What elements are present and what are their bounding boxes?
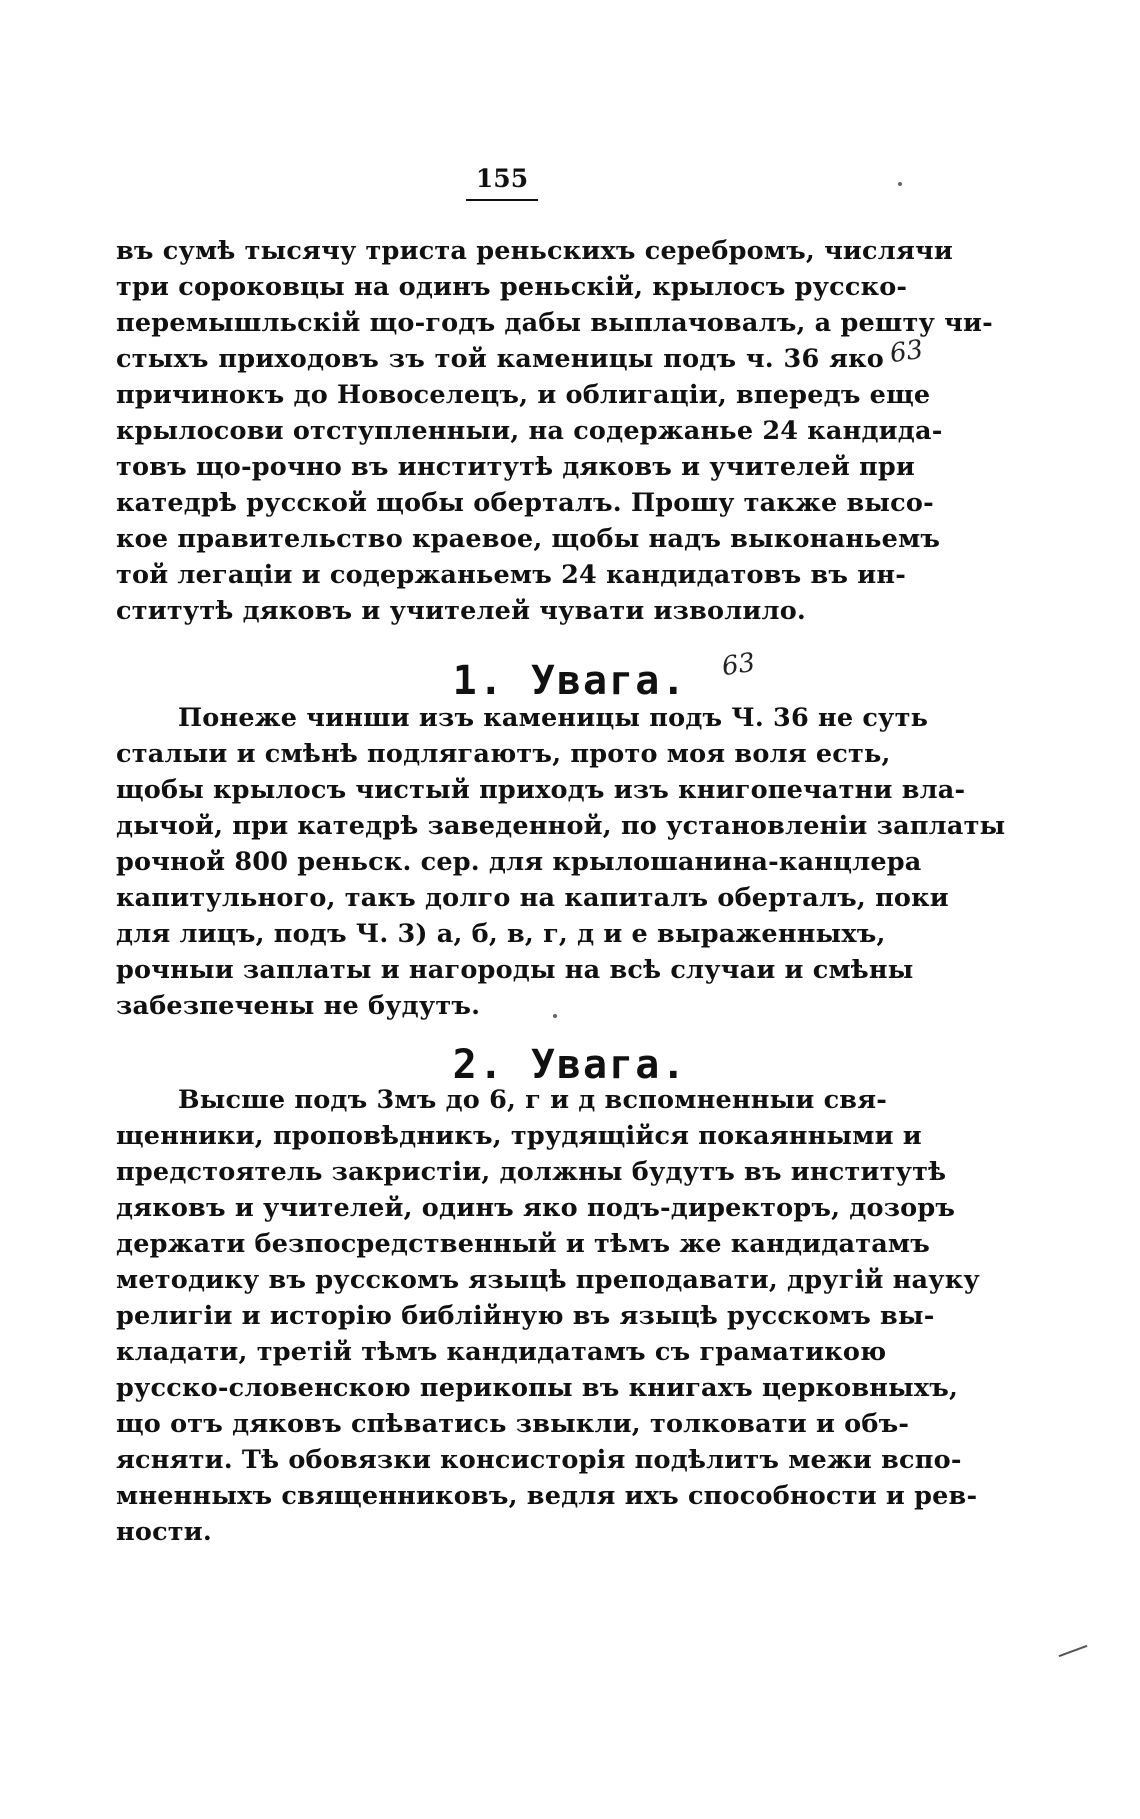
page-number: 155 xyxy=(475,164,529,193)
page-number-rule xyxy=(466,199,538,201)
paragraph-2-line: рочныи заплаты и нагороды на всѣ случаи и смѣны xyxy=(116,955,914,985)
paragraph-3-line: щенники, проповѣдникъ, трудящійся покаянными и xyxy=(116,1121,922,1151)
paragraph-1-line: катедрѣ русской щобы оберталъ. Прошу также высо- xyxy=(116,488,934,518)
paragraph-1-line: три сороковцы на одинъ реньскій, крылосъ русско- xyxy=(116,272,908,302)
paragraph-3-line: держати безпосредственный и тѣмъ же кандидатамъ xyxy=(116,1229,931,1259)
paragraph-2-line: для лицъ, подъ Ч. 3) а, б, в, г, д и е выраженныхъ, xyxy=(116,919,886,949)
paragraph-2 xyxy=(116,700,1006,1024)
paragraph-1-line: товъ що-рочно въ институтѣ дяковъ и учителей при xyxy=(116,452,916,482)
paragraph-3-line: предстоятель закристіи, должны будутъ въ институтѣ xyxy=(116,1157,947,1187)
paragraph-3-line: методику въ русскомъ языцѣ преподавати, другій науку xyxy=(116,1265,980,1295)
paragraph-1-line: крылосови отступленныи, на содержанье 24 кандида- xyxy=(116,416,943,446)
paragraph-1-line: перемышльскій що-годъ дабы выплачовалъ, а решту чи- xyxy=(116,308,993,338)
scan-mark xyxy=(1059,1645,1088,1657)
paragraph-3-line: религіи и исторію библійную въ языцѣ русскомъ вы- xyxy=(116,1301,935,1331)
scan-dot xyxy=(898,182,902,186)
paragraph-3-line: дяковъ и учителей, одинъ яко подъ-директоръ, дозоръ xyxy=(116,1193,956,1223)
paragraph-3-line: ности. xyxy=(116,1517,212,1547)
paragraph-1-line: стыхъ приходовъ зъ той каменицы подъ ч. 36 яко xyxy=(116,344,884,374)
paragraph-3-line: мненныхъ священниковъ, ведля ихъ способности и рев- xyxy=(116,1481,978,1511)
paragraph-3-line: Высше подъ 3мъ до 6, г и д вспомненныи свя- xyxy=(178,1085,888,1115)
paragraph-1-line: въ сумѣ тысячу триста реньскихъ серебромъ, числячи xyxy=(116,236,953,266)
paragraph-3 xyxy=(116,1082,980,1550)
margin-note-2: 63 xyxy=(720,647,758,683)
paragraph-2-line: Понеже чинши изъ каменицы подъ Ч. 36 не суть xyxy=(178,703,929,733)
paragraph-2-line: рочной 800 реньск. сер. для крылошанина-канцлера xyxy=(116,847,922,877)
heading-1: 1. Увага. xyxy=(452,658,688,704)
paragraph-2-line: забезпечены не будутъ. xyxy=(116,991,481,1021)
paragraph-1-line: той легаціи и содержаньемъ 24 кандидатовъ въ ин- xyxy=(116,560,906,590)
paragraph-1-line: причинокъ до Новоселецъ, и облигаціи, впередъ еще xyxy=(116,380,931,410)
paragraph-1-line: кое правительство краевое, щобы надъ выконаньемъ xyxy=(116,524,941,554)
scan-dot xyxy=(553,1014,557,1018)
paragraph-3-line: ясняти. Тѣ обовязки консисторія подѣлитъ межи вспо- xyxy=(116,1445,962,1475)
paragraph-2-line: щобы крылосъ чистый приходъ изъ книгопечатни вла- xyxy=(116,775,966,805)
heading-2: 2. Увага. xyxy=(452,1042,688,1088)
margin-note-1: 63 xyxy=(888,334,926,370)
paragraph-2-line: дычой, при катедрѣ заведенной, по установленіи заплаты xyxy=(116,811,1006,841)
paragraph-3-line: русско-словенскою перикопы въ книгахъ церковныхъ, xyxy=(116,1373,959,1403)
paragraph-2-line: сталыи и смѣнѣ подлягаютъ, прото моя воля есть, xyxy=(116,739,891,769)
paragraph-3-line: що отъ дяковъ спѣватись звыкли, толковати и объ- xyxy=(116,1409,910,1439)
paragraph-2-line: капитульного, такъ долго на капиталъ оберталъ, поки xyxy=(116,883,949,913)
paragraph-3-line: кладати, третій тѣмъ кандидатамъ съ граматикою xyxy=(116,1337,887,1367)
paragraph-1-line: ститутѣ дяковъ и учителей чувати изволило. xyxy=(116,596,806,626)
